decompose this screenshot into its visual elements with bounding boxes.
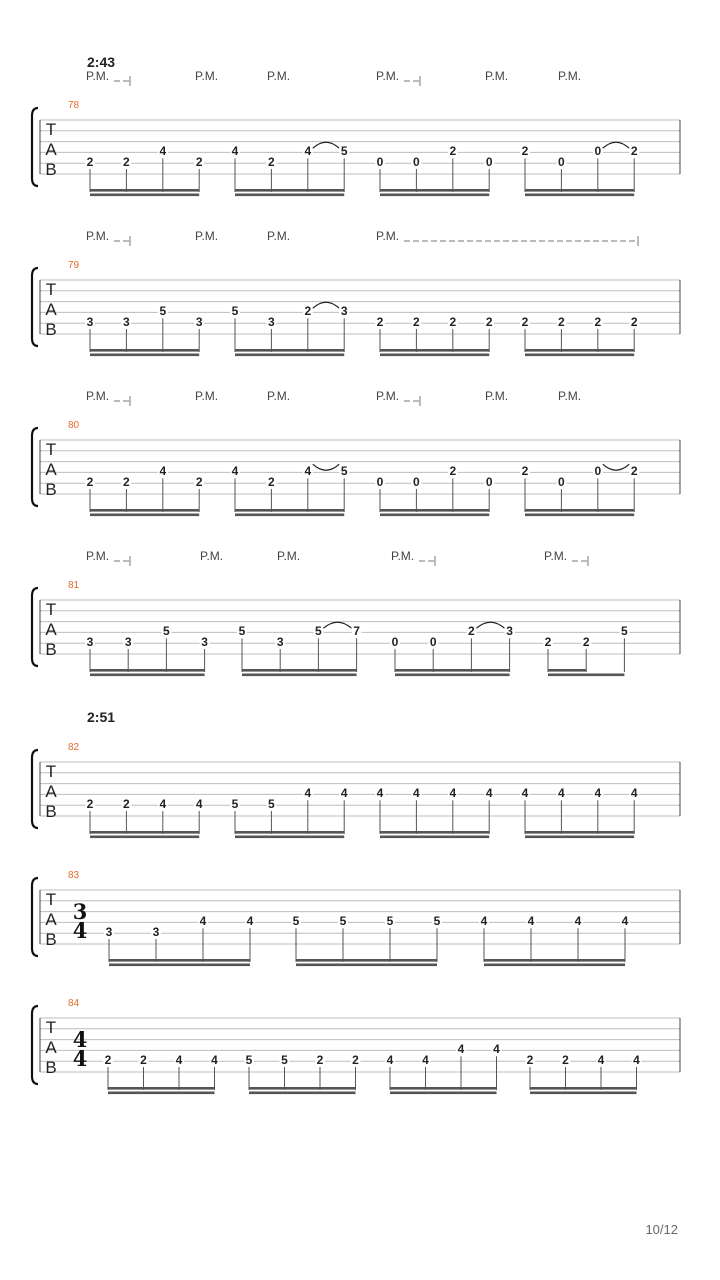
tab-system	[32, 998, 680, 1094]
beam-secondary	[108, 1092, 215, 1095]
measure-number: 79	[68, 260, 80, 271]
beam-primary	[235, 189, 344, 192]
beam-secondary	[380, 514, 489, 517]
fret-number: 2	[304, 304, 312, 319]
fret-number: 3	[86, 635, 94, 649]
tab-clef-letter: T	[45, 120, 57, 139]
fret-number: 3	[152, 925, 160, 939]
fret-number: 4	[159, 797, 167, 811]
fret-number: 2	[316, 1053, 324, 1067]
tie-slur	[313, 142, 339, 148]
palm-mute-label: P.M.	[485, 69, 509, 83]
tab-clef-letter: B	[45, 802, 57, 821]
tie-slur	[603, 464, 629, 470]
tab-clef-letter: B	[45, 320, 57, 339]
fret-number: 3	[195, 315, 203, 329]
system-bracket	[32, 750, 38, 828]
fret-number: 2	[630, 464, 638, 479]
fret-number: 0	[594, 464, 602, 479]
fret-number: 4	[413, 786, 420, 801]
beam-secondary	[525, 836, 634, 839]
palm-mute-label: P.M.	[558, 389, 582, 403]
beam-secondary	[484, 964, 625, 967]
tab-system	[32, 870, 680, 966]
time-marker: 2:51	[87, 709, 116, 725]
tie-slur	[313, 302, 339, 308]
beam-secondary	[90, 514, 199, 517]
fret-number: 4	[485, 786, 493, 801]
fret-number: 2	[376, 315, 384, 329]
beam-secondary	[235, 194, 344, 197]
beam-primary	[525, 509, 634, 512]
fret-number: 4	[527, 914, 535, 929]
palm-mute-label: P.M.	[544, 549, 568, 563]
time-signature-top: 3	[72, 899, 88, 924]
fret-number: 2	[521, 315, 529, 329]
fret-number: 0	[376, 155, 384, 169]
beam-primary	[525, 349, 634, 352]
fret-number: 4	[159, 464, 167, 479]
fret-number: 5	[159, 304, 167, 319]
beam-primary	[90, 509, 199, 512]
fret-number: 3	[506, 624, 513, 639]
system-bracket	[32, 1006, 38, 1084]
palm-mute-label: P.M.	[376, 229, 400, 243]
fret-number: 4	[493, 1042, 500, 1057]
fret-number: 4	[304, 464, 312, 479]
time-marker: 2:43	[87, 54, 116, 70]
fret-number: 2	[104, 1053, 112, 1067]
system-bracket	[32, 428, 38, 506]
fret-number: 4	[376, 786, 384, 801]
fret-number: 0	[485, 155, 493, 169]
palm-mute-label: P.M.	[277, 549, 301, 563]
beam-secondary	[380, 354, 489, 357]
beam-primary	[525, 189, 634, 192]
fret-number: 4	[195, 797, 203, 811]
measure-number: 84	[68, 998, 80, 1009]
beam-secondary	[249, 1092, 356, 1095]
beam-secondary	[90, 194, 199, 197]
beam-primary	[242, 669, 357, 672]
tab-clef-letter: A	[45, 782, 57, 801]
fret-number: 2	[449, 315, 457, 329]
fret-number: 4	[304, 144, 312, 159]
fret-number: 4	[340, 786, 348, 801]
fret-number: 4	[246, 914, 254, 929]
tab-system	[32, 54, 680, 196]
beam-secondary	[530, 1092, 637, 1095]
tab-clef-letter: T	[45, 280, 57, 299]
system-bracket	[32, 588, 38, 666]
beam-secondary	[90, 836, 199, 839]
fret-number: 0	[413, 155, 420, 169]
fret-number: 0	[429, 635, 437, 649]
beam-primary	[380, 509, 489, 512]
beam-primary	[109, 959, 250, 962]
time-signature-top: 4	[72, 1027, 88, 1052]
fret-number: 0	[413, 475, 420, 489]
fret-number: 2	[86, 797, 94, 811]
tab-clef-letter: T	[45, 600, 57, 619]
system-bracket	[32, 108, 38, 186]
fret-number: 5	[315, 624, 322, 639]
fret-number: 5	[268, 797, 275, 811]
palm-mute-label: P.M.	[267, 229, 291, 243]
tab-clef-letter: A	[45, 620, 57, 639]
measure-number: 81	[68, 580, 80, 591]
tab-clef-letter: B	[45, 160, 57, 179]
fret-number: 2	[123, 475, 130, 489]
fret-number: 3	[276, 635, 284, 649]
fret-number: 5	[433, 914, 441, 929]
fret-number: 2	[195, 155, 203, 169]
fret-number: 0	[376, 475, 384, 489]
beam-secondary	[525, 354, 634, 357]
tab-system	[32, 389, 680, 516]
fret-number: 2	[594, 315, 602, 329]
fret-number: 5	[281, 1053, 288, 1067]
beam-primary	[525, 831, 634, 834]
fret-number: 4	[630, 786, 638, 801]
beam-primary	[548, 669, 586, 672]
fret-number: 2	[268, 155, 275, 169]
fret-number: 4	[457, 1042, 465, 1057]
palm-mute-label: P.M.	[267, 389, 291, 403]
time-signature-bottom: 4	[72, 918, 88, 943]
fret-number: 4	[175, 1053, 183, 1067]
fret-number: 2	[268, 475, 275, 489]
fret-number: 0	[485, 475, 493, 489]
fret-number: 2	[123, 155, 130, 169]
beam-secondary	[90, 674, 205, 677]
fret-number: 4	[386, 1053, 394, 1067]
beam-primary	[249, 1087, 356, 1090]
palm-mute-label: P.M.	[86, 549, 110, 563]
tab-clef-letter: T	[45, 762, 57, 781]
fret-number: 2	[413, 315, 420, 329]
tab-system	[32, 709, 680, 838]
fret-number: 4	[621, 914, 629, 929]
palm-mute-label: P.M.	[86, 389, 110, 403]
beam-primary	[390, 1087, 497, 1090]
fret-number: 2	[485, 315, 493, 329]
tie-slur	[313, 464, 339, 470]
fret-number: 3	[268, 315, 275, 329]
fret-number: 5	[231, 304, 239, 319]
fret-number: 2	[449, 464, 457, 479]
beam-primary	[296, 959, 437, 962]
tie-slur	[603, 142, 629, 148]
beam-primary	[235, 349, 344, 352]
fret-number: 4	[558, 786, 565, 801]
beam-primary	[90, 831, 199, 834]
system-bracket	[32, 878, 38, 956]
palm-mute-label: P.M.	[195, 389, 219, 403]
palm-mute-label: P.M.	[267, 69, 291, 83]
beam-primary	[395, 669, 510, 672]
fret-number: 0	[558, 475, 565, 489]
fret-number: 2	[468, 624, 475, 639]
fret-number: 2	[558, 315, 565, 329]
fret-number: 4	[159, 144, 167, 159]
beam-primary	[90, 189, 199, 192]
beam-secondary	[525, 194, 634, 197]
beam-secondary	[235, 514, 344, 517]
tab-clef-letter: B	[45, 1058, 57, 1077]
fret-number: 4	[633, 1053, 640, 1067]
tie-slur	[323, 622, 351, 628]
fret-number: 5	[621, 624, 628, 639]
tab-system	[32, 229, 680, 356]
tab-clef-letter: A	[45, 460, 57, 479]
fret-number: 3	[124, 635, 132, 649]
fret-number: 2	[526, 1053, 534, 1067]
tab-clef-letter: T	[45, 890, 57, 909]
beam-secondary	[90, 354, 199, 357]
fret-number: 4	[449, 786, 457, 801]
fret-number: 2	[562, 1053, 569, 1067]
measure-number: 80	[68, 420, 80, 431]
beam-secondary	[235, 354, 344, 357]
fret-number: 4	[480, 914, 488, 929]
fret-number: 2	[630, 144, 638, 159]
tab-clef-letter: T	[45, 1018, 57, 1037]
fret-number: 3	[105, 925, 113, 939]
beam-primary	[108, 1087, 215, 1090]
fret-number: 2	[123, 797, 130, 811]
fret-number: 7	[353, 624, 360, 639]
palm-mute-label: P.M.	[376, 69, 400, 83]
palm-mute-label: P.M.	[391, 549, 415, 563]
fret-number: 0	[594, 144, 602, 159]
beam-secondary	[390, 1092, 497, 1095]
palm-mute-label: P.M.	[200, 549, 224, 563]
tab-clef-letter: A	[45, 910, 57, 929]
palm-mute-label: P.M.	[485, 389, 509, 403]
fret-number: 4	[422, 1053, 429, 1067]
system-bracket	[32, 268, 38, 346]
palm-mute-label: P.M.	[558, 69, 582, 83]
tab-system	[32, 549, 680, 676]
fret-number: 2	[140, 1053, 147, 1067]
fret-number: 2	[352, 1053, 359, 1067]
tab-clef-letter: A	[45, 1038, 57, 1057]
beam-secondary	[380, 836, 489, 839]
fret-number: 4	[231, 464, 239, 479]
fret-number: 4	[304, 786, 312, 801]
time-signature-bottom: 4	[72, 1046, 88, 1071]
beam-secondary	[548, 674, 624, 677]
palm-mute-label: P.M.	[376, 389, 400, 403]
beam-primary	[484, 959, 625, 962]
fret-number: 3	[340, 304, 348, 319]
beam-secondary	[525, 514, 634, 517]
fret-number: 5	[386, 914, 394, 929]
measure-number: 78	[68, 100, 80, 111]
palm-mute-label: P.M.	[195, 69, 219, 83]
beam-secondary	[380, 194, 489, 197]
beam-secondary	[235, 836, 344, 839]
fret-number: 4	[521, 786, 529, 801]
measure-number: 82	[68, 742, 80, 753]
fret-number: 5	[231, 797, 239, 811]
beam-primary	[90, 669, 205, 672]
fret-number: 2	[449, 144, 457, 159]
fret-number: 2	[544, 635, 552, 649]
fret-number: 5	[292, 914, 300, 929]
fret-number: 0	[391, 635, 399, 649]
fret-number: 0	[558, 155, 565, 169]
page-number: 10/12	[645, 1222, 678, 1237]
beam-primary	[235, 509, 344, 512]
fret-number: 4	[199, 914, 207, 929]
palm-mute-label: P.M.	[86, 229, 110, 243]
fret-number: 4	[597, 1053, 605, 1067]
fret-number: 5	[340, 144, 348, 159]
palm-mute-label: P.M.	[195, 229, 219, 243]
beam-secondary	[242, 674, 357, 677]
beam-secondary	[296, 964, 437, 967]
fret-number: 2	[630, 315, 638, 329]
beam-primary	[380, 831, 489, 834]
beam-primary	[380, 189, 489, 192]
tab-clef-letter: A	[45, 300, 57, 319]
fret-number: 5	[245, 1053, 253, 1067]
beam-primary	[90, 349, 199, 352]
fret-number: 4	[574, 914, 582, 929]
fret-number: 3	[201, 635, 208, 649]
tab-clef-letter: T	[45, 440, 57, 459]
fret-number: 4	[231, 144, 239, 159]
fret-number: 5	[339, 914, 347, 929]
fret-number: 4	[594, 786, 602, 801]
tab-clef-letter: B	[45, 930, 57, 949]
measure-number: 83	[68, 870, 80, 881]
beam-primary	[235, 831, 344, 834]
beam-secondary	[395, 674, 510, 677]
fret-number: 2	[86, 155, 94, 169]
fret-number: 2	[521, 464, 529, 479]
fret-number: 3	[86, 315, 94, 329]
beam-primary	[380, 349, 489, 352]
beam-secondary	[109, 964, 250, 967]
tab-clef-letter: B	[45, 640, 57, 659]
palm-mute-label: P.M.	[86, 69, 110, 83]
fret-number: 4	[211, 1053, 218, 1067]
fret-number: 2	[86, 475, 94, 489]
fret-number: 2	[582, 635, 590, 649]
fret-number: 2	[521, 144, 529, 159]
fret-number: 5	[238, 624, 246, 639]
fret-number: 3	[123, 315, 130, 329]
fret-number: 2	[195, 475, 203, 489]
tie-slur	[476, 622, 504, 628]
beam-primary	[530, 1087, 637, 1090]
tab-clef-letter: B	[45, 480, 57, 499]
fret-number: 5	[340, 464, 348, 479]
fret-number: 5	[163, 624, 170, 639]
tab-clef-letter: A	[45, 140, 57, 159]
